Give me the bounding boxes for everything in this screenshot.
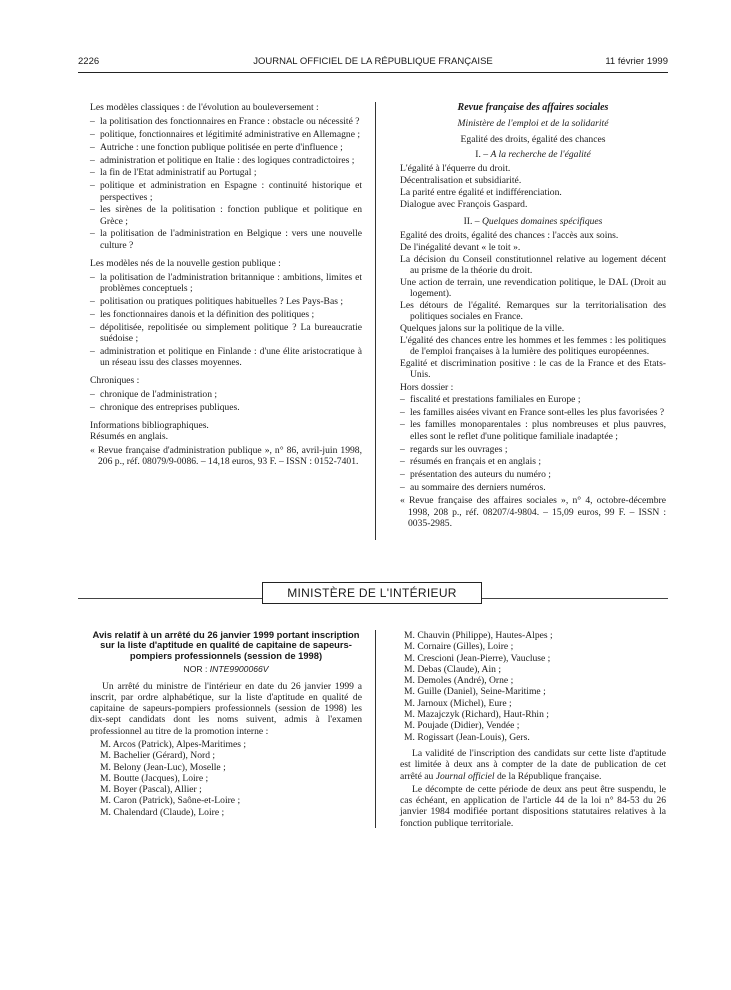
list-item: – au sommaire des derniers numéros. [400, 482, 666, 493]
candidate-name: M. Jarnoux (Michel), Eure ; [404, 697, 512, 709]
candidate-name: M. Arcos (Patrick), Alpes-Maritimes ; [100, 739, 247, 750]
list-item: – la fin de l'Etat administratif au Portugal ; [90, 167, 362, 178]
list-item: – chronique des entreprises publiques. [90, 402, 362, 413]
candidate-name: M. Debas (Claude), Ain ; [404, 663, 501, 675]
nor-label: NOR : [183, 664, 208, 675]
issue-date: 11 février 1999 [605, 56, 668, 67]
chronicles-list [90, 389, 362, 413]
list-item: – fiscalité et prestations familiales en Europe ; [400, 394, 666, 405]
nor-reference [90, 664, 362, 675]
dossier-list [400, 394, 666, 493]
part-one-heading: I. – A la recherche de l'égalité [475, 148, 591, 160]
header-rule [78, 72, 668, 73]
page-header [78, 56, 668, 70]
list-item: Egalité des droits, égalité des chances : l'accès aux soins. [400, 230, 619, 242]
candidate-name: M. Boyer (Pascal), Allier ; [100, 784, 202, 796]
column-divider [375, 102, 376, 540]
list-item: – administration et politique en Finlande : d'une élite aristocratique à un réseau issu des classes moyennes. [90, 346, 362, 369]
list-item: De l'inégalité devant « le toit ». [400, 241, 521, 253]
list-item: Les détours de l'égalité. Remarques sur la territorialisation des politiques sociales en France. [400, 299, 666, 323]
avis-right-column [400, 630, 666, 831]
part-two-heading: II. – Quelques domaines spécifiques [463, 215, 603, 227]
ministry-subtitle: Ministère de l'emploi et de la solidarité [457, 118, 609, 130]
list-item: – les sirènes de la politisation : fonction publique et politique en Grèce ; [90, 204, 362, 227]
dossier-heading: Hors dossier : [400, 381, 454, 393]
list-item: Egalité et discrimination positive : le cas de la France et des Etats-Unis. [400, 357, 666, 381]
names-list-left [90, 739, 362, 818]
list-item: – la politisation des fonctionnaires en France : obstacle ou nécessité ? [90, 116, 362, 127]
list-item: L'égalité des chances entre les hommes et les femmes : les politiques de l'emploi françaises à la lumière des politiques européennes. [400, 334, 666, 358]
list-item: Décentralisation et subsidiarité. [400, 174, 522, 186]
list-item: – regards sur les ouvrages ; [400, 444, 666, 455]
chronicles-heading: Chroniques : [90, 374, 140, 386]
list-item: – administration et politique en Italie : des logiques contradictoires ; [90, 155, 362, 166]
candidate-name: M. Chalendard (Claude), Loire ; [100, 806, 225, 818]
bibliographic-info: Informations bibliographiques. [90, 419, 209, 431]
part-two-list [400, 230, 666, 380]
right-reference: « Revue française des affaires sociales », n° 4, octobre-décembre 1998, 208 p., réf. 08207/4-9804. – 15,09 euros, 99 F. – ISSN : 0035-2985. [400, 495, 666, 529]
theme-subtitle: Egalité des droits, égalité des chances [460, 133, 606, 145]
candidate-name: M. Rogissart (Jean-Louis), Gers. [404, 731, 530, 743]
list-item: – politique et administration en Espagne : continuité historique et perspectives ; [90, 180, 362, 203]
candidate-name: M. Chauvin (Philippe), Hautes-Alpes ; [404, 630, 553, 641]
list-item: – dépolitisée, repolitisée ou simplement politique ? La bureaucratie suédoise ; [90, 322, 362, 345]
decompte-paragraph: Le décompte de cette période de deux ans peut être suspendu, le cas échéant, en application de l'article 44 de la loi n° 84-53 du 26 janvier 1984 modifiée portant dispositions statutaires relatives à la fonction publique territoriale. [400, 783, 666, 829]
list-item: – Autriche : une fonction publique politisée en perte d'influence ; [90, 142, 362, 153]
classic-heading: Les modèles classiques : de l'évolution au bouleversement : [90, 102, 319, 113]
list-item: – les fonctionnaires danois et la définition des politiques ; [90, 309, 362, 320]
candidate-name: M. Poujade (Didier), Vendée ; [404, 720, 520, 732]
validity-paragraph: La validité de l'inscription des candidats sur cette liste d'aptitude est limitée à deux ans à compter de la date de publication de cet arrêté au Journal officiel de la République française. [400, 747, 666, 782]
left-reference: « Revue française d'administration publique », n° 86, avril-juin 1998, 206 p., réf. 08079/9-0086. – 14,18 euros, 93 F. – ISSN : 0152-7401. [90, 444, 362, 468]
list-item: Quelques jalons sur la politique de la ville. [400, 323, 565, 335]
candidate-name: M. Belony (Jean-Luc), Moselle ; [100, 761, 226, 773]
candidate-name: M. Cornaire (Gilles), Loire ; [404, 641, 514, 653]
list-item: L'égalité à l'équerre du droit. [400, 163, 511, 175]
list-item: – présentation des auteurs du numéro ; [400, 469, 666, 480]
list-item: – politisation ou pratiques politiques habituelles ? Les Pays-Bas ; [90, 296, 362, 307]
part-one-list [400, 163, 666, 210]
list-item: La parité entre égalité et indifférenciation. [400, 186, 562, 198]
new-models-list [90, 272, 362, 368]
candidate-name: M. Demoles (André), Orne ; [404, 675, 514, 687]
list-item: – la politisation de l'administration britannique : ambitions, limites et problèmes conceptuels ; [90, 272, 362, 295]
avis-title: Avis relatif à un arrêté du 26 janvier 1999 portant inscription sur la liste d'aptitude en qualité de capitaine de sapeurs-pompiers professionnels (session de 1998) [92, 629, 360, 661]
right-column [400, 102, 666, 529]
journal-officiel: Journal officiel [435, 770, 495, 782]
english-summaries: Résumés en anglais. [90, 431, 169, 443]
list-item: – les familles aisées vivant en France sont-elles les plus favorisées ? [400, 407, 666, 418]
list-item: – politique, fonctionnaires et légitimité administrative en Allemagne ; [90, 129, 362, 140]
candidate-name: M. Boutte (Jacques), Loire ; [100, 772, 209, 784]
names-list-right [400, 630, 666, 743]
list-item: – la politisation de l'administration en Belgique : vers une nouvelle culture ? [90, 228, 362, 251]
avis-intro: Un arrêté du ministre de l'intérieur en date du 26 janvier 1999 a inscrit, par ordre alphabétique, sur la liste d'aptitude en qualité de capitaine de sapeurs-pompiers professionnels (session de 1998) les dix-sept candidats dont les noms suivent, admis à l'examen professionnel au titre de la promotion interne : [90, 680, 362, 737]
journal-title: JOURNAL OFFICIEL DE LA RÉPUBLIQUE FRANÇAISE [253, 56, 493, 67]
ministry-rule-left [78, 598, 262, 599]
list-item: Dialogue avec François Gaspard. [400, 198, 528, 210]
list-item: – chronique de l'administration ; [90, 389, 362, 400]
avis-left-column [90, 630, 362, 818]
candidate-name: M. Crescioni (Jean-Pierre), Vaucluse ; [404, 652, 551, 664]
list-item: – les familles monoparentales : plus nombreuses et plus pauvres, elles sont le reflet d'une politique familiale inadaptée ; [400, 419, 666, 442]
candidate-name: M. Bachelier (Gérard), Nord ; [100, 750, 216, 762]
left-column [90, 102, 362, 467]
candidate-name: M. Caron (Patrick), Saône-et-Loire ; [100, 795, 241, 807]
review-title: Revue française des affaires sociales [457, 102, 609, 113]
candidate-name: M. Mazajczyk (Richard), Haut-Rhin ; [404, 709, 549, 721]
list-item: Une action de terrain, une revendication politique, le DAL (Droit au logement). [400, 276, 666, 300]
ministry-rule-right [482, 598, 668, 599]
avis-column-divider [375, 630, 376, 828]
classic-list [90, 116, 362, 251]
new-models-heading: Les modèles nés de la nouvelle gestion publique : [90, 257, 281, 269]
list-item: – résumés en français et en anglais ; [400, 456, 666, 467]
nor-code: INTE9900066V [209, 664, 269, 675]
ministry-heading: MINISTÈRE DE L'INTÉRIEUR [262, 582, 482, 604]
list-item: La décision du Conseil constitutionnel relative au logement décent au prisme de la théorie du droit. [400, 253, 666, 277]
page-number: 2226 [78, 56, 100, 67]
candidate-name: M. Guille (Daniel), Seine-Maritime ; [404, 686, 546, 698]
